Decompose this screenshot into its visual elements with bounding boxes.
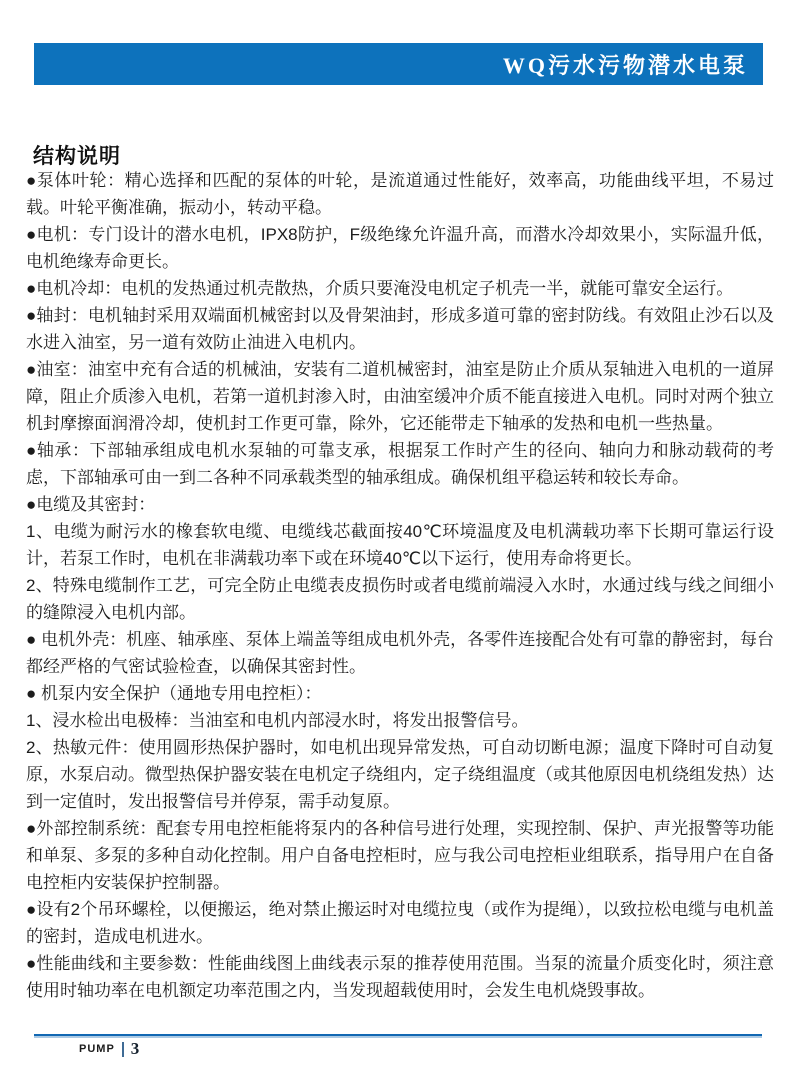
- footer-rule: [34, 1034, 762, 1036]
- paragraph: ●泵体叶轮：精心选择和匹配的泵体的叶轮，是流道通过性能好，效率高，功能曲线平坦，不易过载。叶轮平衡准确，振动小，转动平稳。: [26, 171, 774, 217]
- paragraph: ● 机泵内安全保护（通地专用电控柜）：: [26, 684, 322, 703]
- footer-brand: PUMP: [79, 1043, 115, 1055]
- paragraph: ●性能曲线和主要参数：性能曲线图上曲线表示泵的推荐使用范围。当泵的流量介质变化时，须注意使用时轴功率在电机额定功率范围之内，当发现超载使用时，会发生电机烧毁事故。: [26, 954, 774, 1000]
- paragraph: 2、特殊电缆制作工艺，可完全防止电缆表皮损伤时或者电缆前端浸入水时，水通过线与线之间细小的缝隙浸入电机内部。: [26, 576, 774, 622]
- content-area: [26, 167, 774, 1004]
- paragraph: 1、浸水检出电极棒：当油室和电机内部浸水时，将发出报警信号。: [26, 711, 529, 730]
- section-title: 结构说明: [33, 145, 121, 168]
- paragraph: ●设有2个吊环螺栓，以便搬运，绝对禁止搬运时对电缆拉曳（或作为提绳），以致拉松电缆与电机盖的密封，造成电机进水。: [26, 900, 774, 946]
- page-number: 3: [130, 1039, 140, 1058]
- paragraph: ●轴承：下部轴承组成电机水泵轴的可靠支承，根据泵工作时产生的径向、轴向力和脉动载荷的考虑，下部轴承可由一到二各种不同承载类型的轴承组成。确保机组平稳运转和较长寿命。: [26, 441, 774, 487]
- header-band: [34, 43, 763, 85]
- footer: [79, 1039, 139, 1059]
- paragraph: ●电机：专门设计的潜水电机，IPX8防护，F级绝缘允许温升高，而潜水冷却效果小，实际温升低，电机绝缘寿命更长。: [26, 225, 774, 271]
- paragraph: ●轴封：电机轴封采用双端面机械密封以及骨架油封，形成多道可靠的密封防线。有效阻止沙石以及水进入油室，另一道有效防止油进入电机内。: [26, 306, 774, 352]
- footer-divider: [122, 1042, 124, 1057]
- paragraph: ●外部控制系统：配套专用电控柜能将泵内的各种信号进行处理，实现控制、保护、声光报警等功能和单泵、多泵的多种自动化控制。用户自备电控柜时，应与我公司电控柜业组联系，指导用户在自备电控柜内安装保护控制器。: [26, 819, 774, 892]
- paragraph: ●电缆及其密封：: [26, 495, 156, 514]
- paragraph: ●电机冷却：电机的发热通过机壳散热，介质只要淹没电机定子机壳一半，就能可靠安全运行。: [26, 279, 734, 298]
- paragraph: ● 电机外壳：机座、轴承座、泵体上端盖等组成电机外壳，各零件连接配合处有可靠的静密封，每台都经严格的气密试验检查，以确保其密封性。: [26, 630, 774, 676]
- paragraph: 2、热敏元件：使用圆形热保护器时，如电机出现异常发热，可自动切断电源；温度下降时可自动复原，水泵启动。微型热保护器安装在电机定子绕组内，定子绕组温度（或其他原因电机绕组发热）达到一定值时，发出报警信号并停泵，需手动复原。: [26, 738, 774, 811]
- paragraph: ●油室：油室中充有合适的机械油，安装有二道机械密封，油室是防止介质从泵轴进入电机的一道屏障，阻止介质渗入电机，若第一道机封渗入时，由油室缓冲介质不能直接进入电机。同时对两个独立机封摩擦面润滑冷却，使机封工作更可靠，除外，它还能带走下轴承的发热和电机一些热量。: [26, 360, 774, 433]
- paragraph: 1、电缆为耐污水的橡套软电缆、电缆线芯截面按40℃环境温度及电机满载功率下长期可靠运行设计，若泵工作时，电机在非满载功率下或在环境40℃以下运行，使用寿命将更长。: [26, 522, 774, 568]
- header-title: WQ污水污物潜水电泵: [502, 52, 748, 78]
